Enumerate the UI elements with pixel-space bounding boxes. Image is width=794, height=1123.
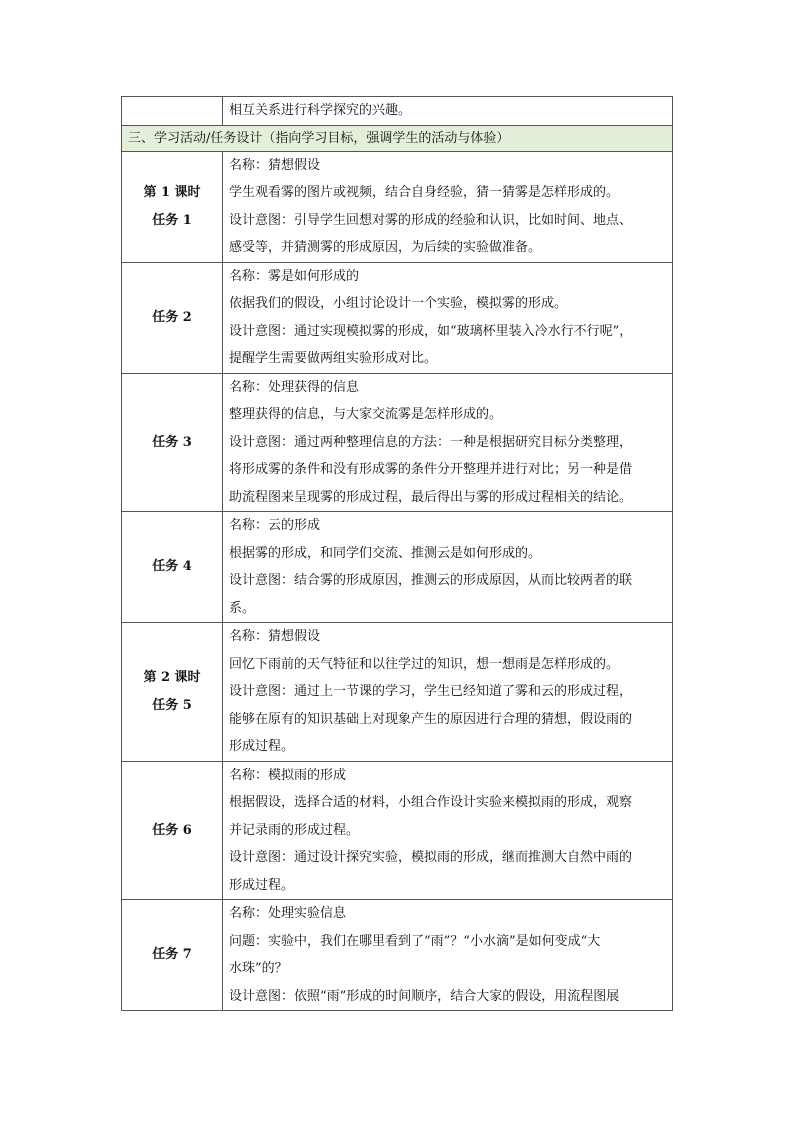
task-text-line: 整理获得的信息，与大家交流雾是怎样形成的。 (229, 407, 503, 422)
task-text-line: 感受等，并猜测雾的形成原因，为后续的实验做准备。 (229, 240, 542, 255)
task-label: 任务 7 (152, 947, 192, 963)
task-label-cell (122, 512, 223, 623)
section-header: 三、学习活动/任务设计（指向学习目标，强调学生的活动与体验） (122, 125, 673, 151)
task-text-line: 并记录雨的形成过程。 (229, 822, 360, 838)
task-label-cell (122, 151, 223, 262)
task-content-cell (223, 761, 673, 900)
task-label: 任务 3 (152, 434, 192, 450)
task-text-line: 设计意图：引导学生回想对雾的形成的经验和认识，比如时间、地点、 (229, 212, 633, 228)
task-text-line: 设计意图：结合雾的形成原因，推测云的形成原因，从而比较两者的联 (229, 573, 633, 588)
task-row (122, 623, 673, 762)
task-label-cell (122, 900, 223, 1011)
task-label-cell (122, 761, 223, 900)
task-text-line: 问题：实验中，我们在哪里看到了“雨”？“小水滴”是如何变成“大 (229, 933, 601, 949)
task-text-line: 设计意图：依照“雨”形成的时间顺序，结合大家的假设，用流程图展 (229, 988, 620, 1004)
task-label: 任务 2 (152, 309, 192, 325)
task-content-cell (223, 262, 673, 373)
task-text-line: 设计意图：通过实现模拟雾的形成，如“玻璃杯里装入冷水行不行呢”， (229, 323, 633, 339)
task-label: 任务 6 (152, 822, 192, 838)
task-row (122, 151, 673, 262)
task-row (122, 900, 673, 1011)
empty-cell (122, 97, 223, 126)
task-text-line: 提醒学生需要做两组实验形成对比。 (229, 351, 438, 366)
session-label: 第 2 课时 (143, 670, 201, 686)
task-row (122, 761, 673, 900)
task-content-cell (223, 151, 673, 262)
task-content-cell (223, 623, 673, 762)
task-text-line: 设计意图：通过上一节课的学习，学生已经知道了雾和云的形成过程， (229, 684, 633, 699)
task-content-cell (223, 373, 673, 512)
task-name: 名称：猜想假设 (229, 157, 321, 173)
task-text-line: 系。 (229, 600, 256, 616)
task-text-line: 回忆下雨前的天气特征和以往学过的知识，想一想雨是怎样形成的。 (229, 656, 620, 672)
task-content-cell (223, 512, 673, 623)
task-name: 名称：雾是如何形成的 (229, 268, 360, 284)
task-text-line: 学生观看雾的图片或视频，结合自身经验，猜一猜雾是怎样形成的。 (229, 185, 620, 200)
task-label: 任务 5 (152, 697, 192, 713)
task-label: 任务 1 (152, 212, 192, 228)
task-text-line: 能够在原有的知识基础上对现象产生的原因进行合理的猜想，假设雨的 (229, 711, 633, 727)
top-row-text: 相互关系进行科学探究的兴趣。 (223, 97, 673, 126)
task-text-line: 设计意图：通过设计探究实验，模拟雨的形成，继而推测大自然中雨的 (229, 850, 633, 865)
task-text-line: 设计意图：通过两种整理信息的方法：一种是根据研究目标分类整理， (229, 434, 633, 450)
table-row (122, 97, 673, 126)
task-text-line: 依据我们的假设，小组讨论设计一个实验，模拟雾的形成。 (229, 296, 568, 311)
task-label: 任务 4 (152, 559, 192, 575)
session-label: 第 1 课时 (143, 185, 201, 200)
task-text-line: 助流程图来呈现雾的形成过程，最后得出与雾的形成过程相关的结论。 (229, 489, 633, 505)
task-name: 名称：模拟雨的形成 (229, 767, 347, 783)
task-name: 名称：处理获得的信息 (229, 379, 360, 395)
task-content-cell (223, 900, 673, 1011)
task-name: 名称：猜想假设 (229, 629, 321, 644)
task-text-line: 水珠”的？ (229, 961, 288, 976)
task-text-line: 根据假设，选择合适的材料，小组合作设计实验来模拟雨的形成，观察 (229, 795, 633, 810)
task-text-line: 根据雾的形成，和同学们交流、推测云是如何形成的。 (229, 545, 542, 561)
task-label-cell (122, 262, 223, 373)
task-row (122, 512, 673, 623)
task-label-cell (122, 373, 223, 512)
task-text-line: 形成过程。 (229, 739, 295, 754)
task-text-line: 将形成雾的条件和没有形成雾的条件分开整理并进行对比；另一种是借 (229, 462, 633, 477)
task-row (122, 262, 673, 373)
task-row (122, 373, 673, 512)
task-text-line: 形成过程。 (229, 877, 295, 893)
task-name: 名称：处理实验信息 (229, 906, 347, 921)
lesson-plan-table (121, 96, 673, 1011)
task-name: 名称：云的形成 (229, 518, 321, 533)
task-label-cell (122, 623, 223, 762)
section-header-row (122, 125, 673, 151)
